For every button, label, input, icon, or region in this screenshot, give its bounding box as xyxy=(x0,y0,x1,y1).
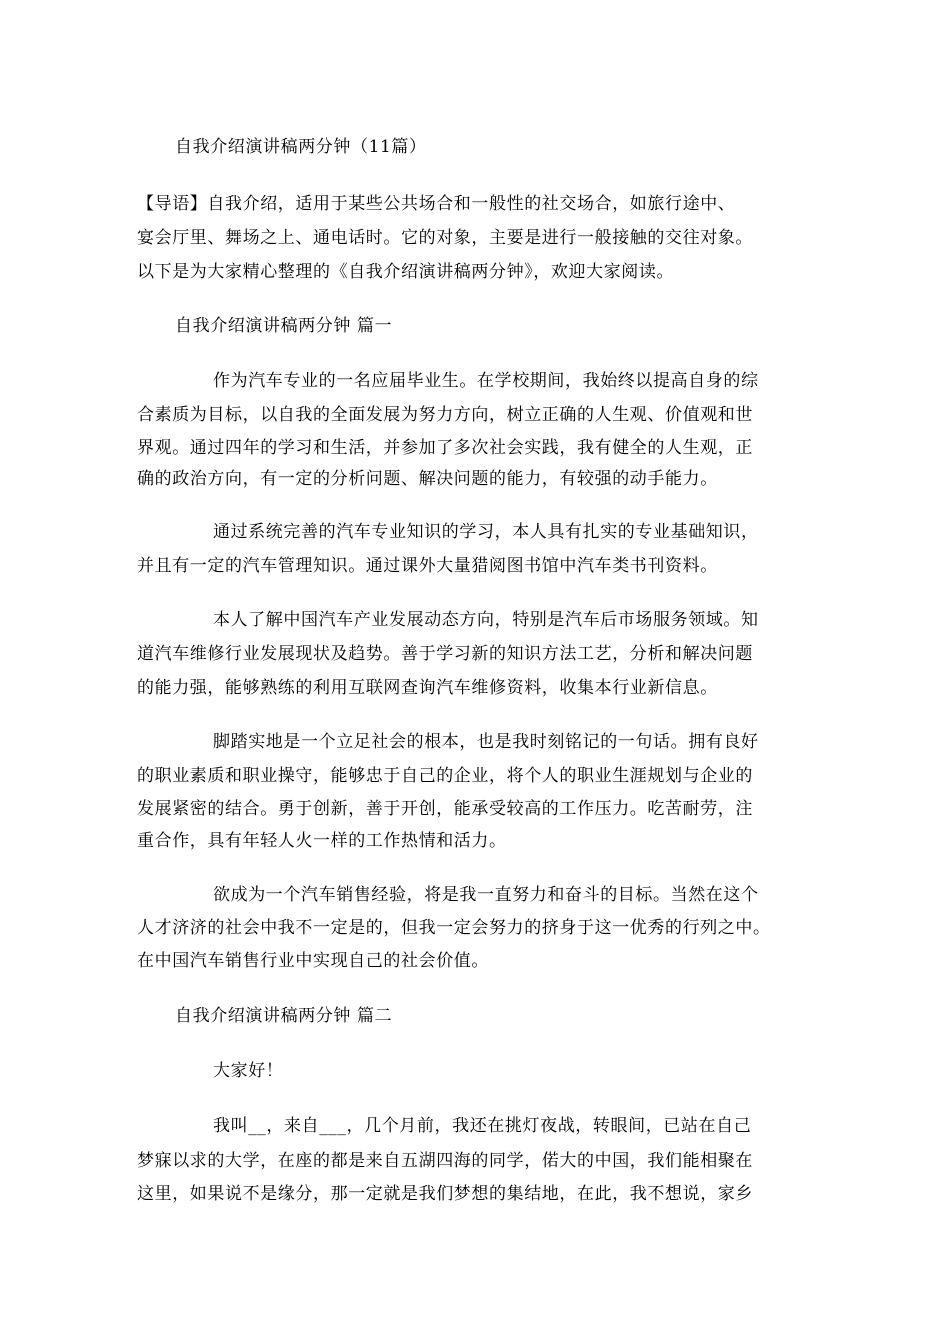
document-title: 自我介绍演讲稿两分钟（11篇） xyxy=(175,137,427,157)
paragraph-line: 合素质为目标，以自我的全面发展为努力方向，树立正确的人生观、价值观和世 xyxy=(137,405,753,425)
intro-line: 宴会厅里、舞场之上、通电话时。它的对象，主要是进行一般接触的交往对象。 xyxy=(137,228,753,248)
paragraph-line: 通过系统完善的汽车专业知识的学习，本人具有扎实的专业基础知识， xyxy=(213,522,759,542)
paragraph-line: 界观。通过四年的学习和生活，并参加了多次社会实践，我有健全的人生观，正 xyxy=(137,438,753,458)
paragraph-line: 的职业素质和职业操守，能够忠于自己的企业，将个人的职业生涯规划与企业的 xyxy=(137,766,753,786)
paragraph-line: 确的政治方向，有一定的分析问题、解决问题的能力，有较强的动手能力。 xyxy=(137,469,718,489)
paragraph-line: 大家好！ xyxy=(213,1061,284,1081)
section-heading-2: 自我介绍演讲稿两分钟 篇二 xyxy=(175,1006,393,1026)
paragraph-line: 在中国汽车销售行业中实现自己的社会价值。 xyxy=(137,951,489,971)
paragraph-line: 道汽车维修行业发展现状及趋势。善于学习新的知识方法工艺，分析和解决问题 xyxy=(137,644,753,664)
paragraph-line: 本人了解中国汽车产业发展动态方向，特别是汽车后市场服务领域。知 xyxy=(213,610,759,630)
intro-line: 【导语】自我介绍，适用于某些公共场合和一般性的社交场合，如旅行途中、 xyxy=(137,194,736,214)
paragraph-line: 梦寐以求的大学，在座的都是来自五湖四海的同学，偌大的中国，我们能相聚在 xyxy=(137,1151,753,1171)
paragraph-line: 的能力强，能够熟练的利用互联网查询汽车维修资料，收集本行业新信息。 xyxy=(137,678,718,698)
paragraph-line: 我叫__，来自___，几个月前，我还在挑灯夜战，转眼间，已站在自己 xyxy=(213,1116,752,1136)
section-heading-1: 自我介绍演讲稿两分钟 篇一 xyxy=(175,316,393,336)
paragraph-line: 重合作，具有年轻人火一样的工作热情和活力。 xyxy=(137,831,507,851)
paragraph-line: 人才济济的社会中我不一定是的，但我一定会努力的挤身于这一优秀的行列之中。 xyxy=(137,918,771,938)
paragraph-line: 脚踏实地是一个立足社会的根本，也是我时刻铭记的一句话。拥有良好 xyxy=(213,732,759,752)
paragraph-line: 并且有一定的汽车管理知识。通过课外大量猎阅图书馆中汽车类书刊资料。 xyxy=(137,556,718,576)
intro-line: 以下是为大家精心整理的《自我介绍演讲稿两分钟》，欢迎大家阅读。 xyxy=(137,262,675,282)
paragraph-line: 作为汽车专业的一名应届毕业生。在学校期间，我始终以提高自身的综 xyxy=(213,371,759,391)
paragraph-line: 欲成为一个汽车销售经验，将是我一直努力和奋斗的目标。当然在这个 xyxy=(213,885,759,905)
paragraph-line: 这里，如果说不是缘分，那一定就是我们梦想的集结地，在此，我不想说，家乡 xyxy=(137,1184,753,1204)
paragraph-line: 发展紧密的结合。勇于创新，善于开创，能承受较高的工作压力。吃苦耐劳，注 xyxy=(137,799,753,819)
